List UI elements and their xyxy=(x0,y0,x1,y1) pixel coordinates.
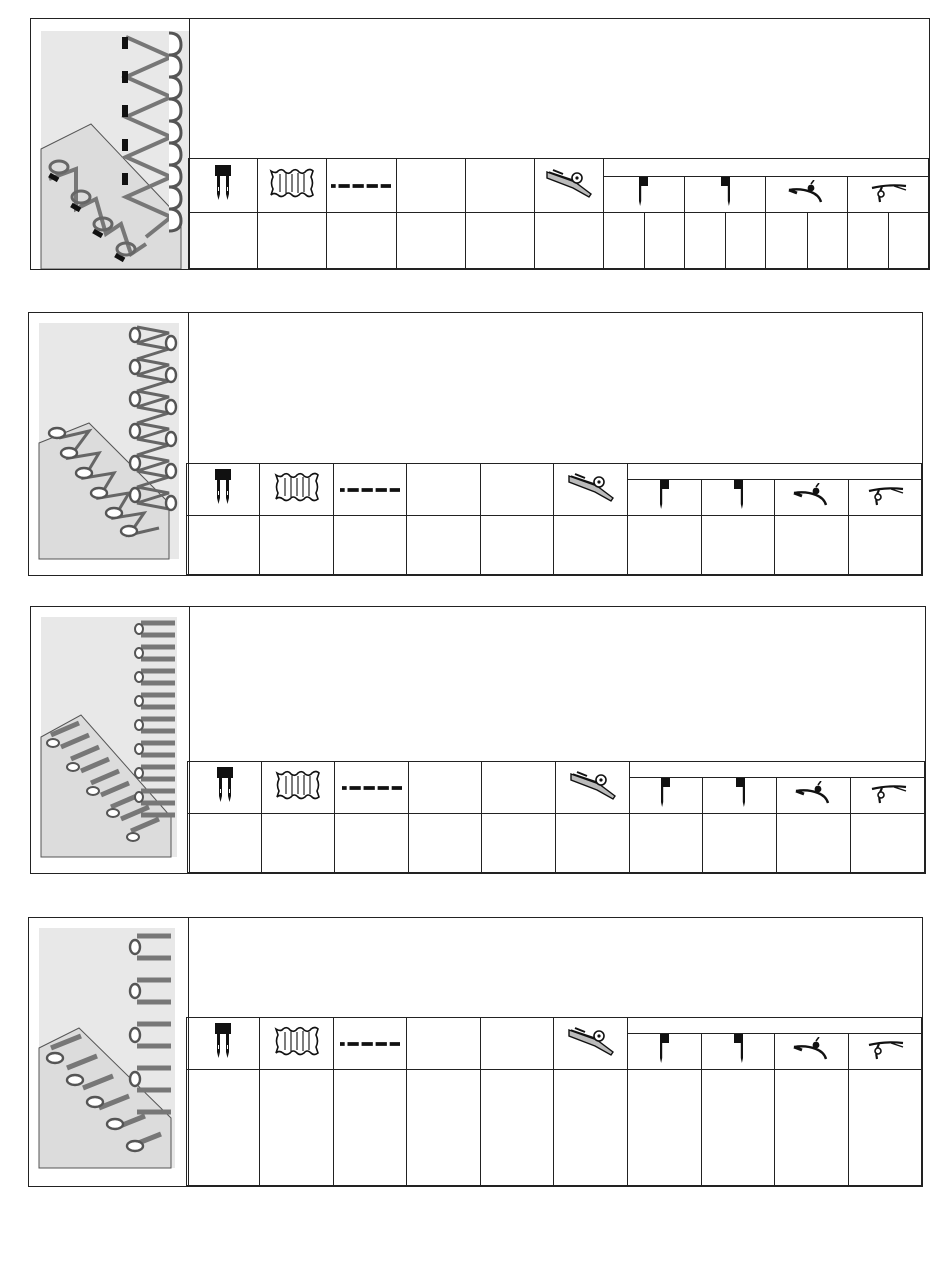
value-cell xyxy=(807,213,847,269)
value-cell xyxy=(775,516,849,575)
value-cell xyxy=(556,814,630,873)
settings-table xyxy=(186,1017,922,1186)
value-cell xyxy=(604,213,645,269)
right-needle-header xyxy=(703,778,777,814)
stitch-card-1 xyxy=(30,18,930,270)
stitch-length-header xyxy=(327,159,396,213)
value-cell xyxy=(187,516,260,575)
upper-looper-header xyxy=(777,778,851,814)
value-cell xyxy=(630,814,703,873)
left-needle-header xyxy=(628,480,702,516)
twin-needle-icon xyxy=(215,767,235,803)
differential-feed-icon xyxy=(273,1026,321,1056)
left-needle-icon xyxy=(660,778,672,808)
value-cell xyxy=(702,1070,775,1186)
right-needle-header xyxy=(685,177,766,213)
twin-needle-icon xyxy=(213,1023,233,1059)
stitch-length-icon xyxy=(340,486,400,494)
lower-looper-icon xyxy=(868,781,908,805)
thread-tension-group-header xyxy=(630,762,925,778)
stitch-illustration xyxy=(31,19,190,269)
blank-header-1 xyxy=(407,1018,481,1070)
right-needle-icon xyxy=(732,1034,744,1064)
left-needle-icon xyxy=(638,177,650,207)
value-cell xyxy=(396,213,465,269)
value-cell xyxy=(685,213,726,269)
value-cell xyxy=(726,213,766,269)
value-cell xyxy=(628,1070,702,1186)
upper-looper-icon xyxy=(792,1037,832,1061)
value-cell xyxy=(534,213,603,269)
stitch-description xyxy=(189,313,922,468)
right-needle-icon xyxy=(732,480,744,510)
settings-table xyxy=(187,761,925,873)
stitch-card-4 xyxy=(28,917,923,1187)
value-cell xyxy=(554,1070,628,1186)
differential-feed-header xyxy=(260,464,334,516)
settings-table xyxy=(188,158,929,269)
left-needle-icon xyxy=(659,480,671,510)
right-needle-header xyxy=(702,480,775,516)
value-cell xyxy=(766,213,807,269)
value-cell xyxy=(334,1070,407,1186)
lower-looper-icon xyxy=(865,1037,905,1061)
twin-needle-header xyxy=(187,1018,260,1070)
presser-foot-header xyxy=(556,762,630,814)
upper-looper-icon xyxy=(792,483,832,507)
blank-header-2 xyxy=(465,159,534,213)
presser-foot-header xyxy=(534,159,603,213)
value-cell xyxy=(482,814,556,873)
blank-header-1 xyxy=(407,464,481,516)
value-cell xyxy=(645,213,685,269)
value-cell xyxy=(187,1070,260,1186)
value-cell xyxy=(334,516,407,575)
differential-feed-icon xyxy=(268,168,316,198)
blank-header-1 xyxy=(409,762,482,814)
lower-looper-header xyxy=(849,480,922,516)
twin-needle-header xyxy=(187,464,260,516)
twin-needle-icon xyxy=(213,469,233,505)
lower-looper-header xyxy=(849,1034,922,1070)
value-cell xyxy=(258,213,327,269)
lower-looper-header xyxy=(851,778,925,814)
left-needle-header xyxy=(604,177,685,213)
right-needle-header xyxy=(702,1034,775,1070)
value-cell xyxy=(849,1070,922,1186)
right-needle-icon xyxy=(734,778,746,808)
value-cell xyxy=(554,516,628,575)
stitch-description xyxy=(190,607,925,766)
value-cell xyxy=(703,814,777,873)
value-cell xyxy=(189,213,258,269)
presser-foot-header xyxy=(554,1018,628,1070)
presser-foot-icon xyxy=(545,166,593,200)
stitch-length-icon xyxy=(340,1040,400,1048)
thread-tension-group-header xyxy=(604,159,929,177)
twin-needle-header xyxy=(188,762,262,814)
lower-looper-icon xyxy=(868,180,908,204)
value-cell xyxy=(849,516,922,575)
right-needle-icon xyxy=(719,177,731,207)
stitch-illustration xyxy=(31,607,190,873)
thread-tension-group-header xyxy=(628,1018,922,1034)
cover-stitch-overlock-chain-image xyxy=(31,19,189,269)
differential-feed-header xyxy=(258,159,327,213)
upper-looper-header xyxy=(775,1034,849,1070)
differential-feed-icon xyxy=(274,770,322,800)
presser-foot-icon xyxy=(569,768,617,802)
cover-stitch-triangle-loops-image xyxy=(29,313,188,575)
stitch-length-header xyxy=(335,762,409,814)
stitch-illustration xyxy=(29,313,189,575)
value-cell xyxy=(327,213,396,269)
twin-needle-icon xyxy=(213,165,233,201)
thread-tension-group-header xyxy=(628,464,922,480)
value-cell xyxy=(407,516,481,575)
value-cell xyxy=(775,1070,849,1186)
upper-looper-header xyxy=(775,480,849,516)
blank-header-2 xyxy=(482,762,556,814)
stitch-illustration xyxy=(29,918,189,1186)
presser-foot-icon xyxy=(567,470,615,504)
value-cell xyxy=(409,814,482,873)
value-cell xyxy=(335,814,409,873)
stitch-description xyxy=(190,19,929,159)
blank-header-2 xyxy=(481,1018,554,1070)
stitch-length-icon xyxy=(342,784,402,792)
upper-looper-header xyxy=(766,177,847,213)
blank-header-2 xyxy=(481,464,554,516)
cover-stitch-wide-loops-image xyxy=(29,918,188,1186)
differential-feed-header xyxy=(262,762,335,814)
cover-stitch-dense-loops-image xyxy=(31,607,189,873)
stitch-card-3 xyxy=(30,606,926,874)
stitch-card-2 xyxy=(28,312,923,576)
blank-header-1 xyxy=(396,159,465,213)
settings-table xyxy=(186,463,922,575)
value-cell xyxy=(481,516,554,575)
value-cell xyxy=(260,516,334,575)
stitch-length-header xyxy=(334,1018,407,1070)
upper-looper-icon xyxy=(787,180,827,204)
stitch-length-icon xyxy=(331,182,391,190)
differential-feed-icon xyxy=(273,472,321,502)
twin-needle-header xyxy=(189,159,258,213)
value-cell xyxy=(702,516,775,575)
lower-looper-header xyxy=(847,177,928,213)
value-cell xyxy=(851,814,925,873)
value-cell xyxy=(847,213,888,269)
value-cell xyxy=(407,1070,481,1186)
value-cell xyxy=(465,213,534,269)
left-needle-icon xyxy=(659,1034,671,1064)
value-cell xyxy=(481,1070,554,1186)
value-cell xyxy=(262,814,335,873)
presser-foot-icon xyxy=(567,1024,615,1058)
left-needle-header xyxy=(630,778,703,814)
value-cell xyxy=(628,516,702,575)
lower-looper-icon xyxy=(865,483,905,507)
upper-looper-icon xyxy=(794,781,834,805)
stitch-description xyxy=(189,918,922,1021)
left-needle-header xyxy=(628,1034,702,1070)
value-cell xyxy=(777,814,851,873)
stitch-length-header xyxy=(334,464,407,516)
value-cell xyxy=(260,1070,334,1186)
presser-foot-header xyxy=(554,464,628,516)
value-cell xyxy=(188,814,262,873)
differential-feed-header xyxy=(260,1018,334,1070)
value-cell xyxy=(888,213,928,269)
